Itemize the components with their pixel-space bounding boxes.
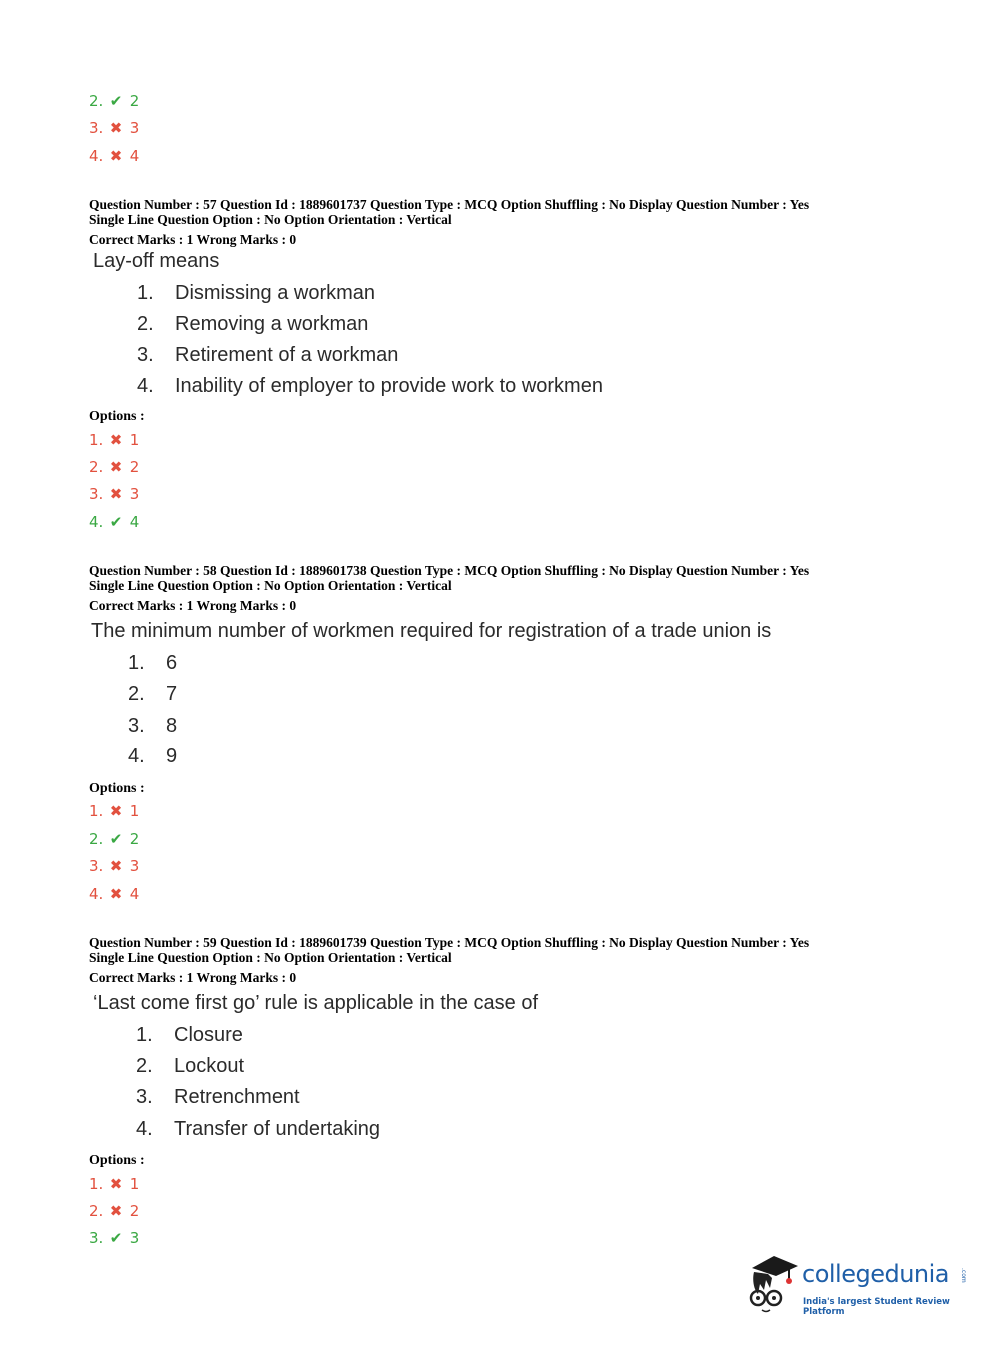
question-meta: Question Number : 59 Question Id : 1889601739 Question Type : MCQ Option Shuffling : No Display Question Number : Yes <box>89 935 810 950</box>
option-row <box>89 1200 139 1222</box>
choice-item <box>137 280 375 306</box>
option-value: 3 <box>129 1229 140 1247</box>
choice-item <box>137 342 398 368</box>
option-number: 3. <box>89 485 104 503</box>
cross-icon: ✖ <box>109 485 123 503</box>
option-number: 4. <box>89 513 104 531</box>
choice-item <box>137 373 603 399</box>
cross-icon: ✖ <box>109 431 123 449</box>
option-row <box>89 800 139 822</box>
option-row <box>89 429 139 451</box>
choice-text: Transfer of undertaking <box>174 1118 381 1140</box>
option-number: 3. <box>89 857 104 875</box>
cross-icon: ✖ <box>109 147 123 165</box>
choice-item <box>128 713 177 739</box>
option-number: 4. <box>89 147 104 165</box>
option-number: 2. <box>89 92 104 110</box>
option-value: 2 <box>129 458 140 476</box>
option-row <box>89 883 139 905</box>
choice-number: 2. <box>128 683 145 705</box>
question-marks: Correct Marks : 1 Wrong Marks : 0 <box>89 970 297 985</box>
question-meta: Single Line Question Option : No Option Orientation : Vertical <box>89 212 452 227</box>
option-number: 3. <box>89 119 104 137</box>
option-value: 1 <box>129 1175 140 1193</box>
option-number: 1. <box>89 431 104 449</box>
question-meta: Single Line Question Option : No Option Orientation : Vertical <box>89 950 452 965</box>
choice-text: Lockout <box>174 1055 245 1077</box>
choice-number: 2. <box>137 313 154 335</box>
choice-number: 1. <box>128 652 145 674</box>
option-value: 3 <box>129 119 140 137</box>
check-icon: ✔ <box>109 92 123 110</box>
question-meta: Single Line Question Option : No Option Orientation : Vertical <box>89 578 452 593</box>
choice-number: 2. <box>136 1055 153 1077</box>
question-marks: Correct Marks : 1 Wrong Marks : 0 <box>89 598 297 613</box>
options-label: Options : <box>89 781 145 796</box>
choice-item <box>137 311 368 337</box>
choice-number: 1. <box>137 282 154 304</box>
choice-number: 4. <box>137 375 154 397</box>
option-row <box>89 90 139 112</box>
choice-text: Retrenchment <box>174 1086 300 1108</box>
cross-icon: ✖ <box>109 885 123 903</box>
question-text: ‘Last come first go’ rule is applicable in the case of <box>93 992 539 1014</box>
choice-item <box>136 1084 300 1110</box>
option-row <box>89 483 139 505</box>
option-number: 2. <box>89 830 104 848</box>
choice-number: 3. <box>137 344 154 366</box>
choice-item <box>136 1116 380 1142</box>
choice-text: Closure <box>174 1024 243 1046</box>
choice-text: Dismissing a workman <box>175 282 376 304</box>
cross-icon: ✖ <box>109 458 123 476</box>
choice-text: Retirement of a workman <box>175 344 399 366</box>
option-value: 3 <box>129 857 140 875</box>
brand-name: collegedunia <box>802 1260 950 1288</box>
question-text: Lay-off means <box>93 250 220 272</box>
brand-suffix: .com <box>960 1268 967 1283</box>
option-number: 2. <box>89 458 104 476</box>
cross-icon: ✖ <box>109 1202 123 1220</box>
choice-number: 4. <box>128 745 145 767</box>
option-row <box>89 117 139 139</box>
option-number: 2. <box>89 1202 104 1220</box>
collegedunia-logo[interactable] <box>744 1250 974 1320</box>
cross-icon: ✖ <box>109 857 123 875</box>
option-number: 3. <box>89 1229 104 1247</box>
option-row <box>89 1227 139 1249</box>
choice-item <box>128 650 177 676</box>
question-meta: Question Number : 58 Question Id : 1889601738 Question Type : MCQ Option Shuffling : No Display Question Number : Yes <box>89 563 810 578</box>
option-row <box>89 828 139 850</box>
check-icon: ✔ <box>109 830 123 848</box>
choice-item <box>136 1053 244 1079</box>
option-row <box>89 145 139 167</box>
question-text: The minimum number of workmen required for registration of a trade union is <box>91 620 772 642</box>
brand-tagline: India's largest Student Review Platform <box>803 1297 950 1317</box>
option-value: 4 <box>129 885 140 903</box>
choice-number: 1. <box>136 1024 153 1046</box>
option-value: 1 <box>129 802 140 820</box>
check-icon: ✔ <box>109 513 123 531</box>
option-number: 1. <box>89 1175 104 1193</box>
cross-icon: ✖ <box>109 1175 123 1193</box>
mascot-icon <box>744 1250 802 1316</box>
option-value: 4 <box>129 147 140 165</box>
choice-text: Inability of employer to provide work to workmen <box>175 375 603 397</box>
choice-item <box>128 743 177 769</box>
choice-text: 9 <box>166 745 178 767</box>
question-meta: Question Number : 57 Question Id : 1889601737 Question Type : MCQ Option Shuffling : No Display Question Number : Yes <box>89 197 810 212</box>
choice-number: 3. <box>128 715 145 737</box>
choice-text: 8 <box>166 715 178 737</box>
cross-icon: ✖ <box>109 119 123 137</box>
option-row <box>89 511 139 533</box>
question-marks: Correct Marks : 1 Wrong Marks : 0 <box>89 232 297 247</box>
option-value: 2 <box>129 1202 140 1220</box>
options-label: Options : <box>89 409 145 424</box>
option-value: 1 <box>129 431 140 449</box>
option-row <box>89 456 139 478</box>
choice-number: 3. <box>136 1086 153 1108</box>
cross-icon: ✖ <box>109 802 123 820</box>
choice-text: 6 <box>166 652 178 674</box>
option-value: 4 <box>129 513 140 531</box>
option-row <box>89 855 139 877</box>
option-value: 2 <box>129 830 140 848</box>
choice-number: 4. <box>136 1118 153 1140</box>
check-icon: ✔ <box>109 1229 123 1247</box>
option-number: 1. <box>89 802 104 820</box>
option-row <box>89 1173 139 1195</box>
option-value: 3 <box>129 485 140 503</box>
options-label: Options : <box>89 1153 145 1168</box>
option-number: 4. <box>89 885 104 903</box>
choice-text: Removing a workman <box>175 313 369 335</box>
choice-item <box>128 681 177 707</box>
option-value: 2 <box>129 92 140 110</box>
choice-item <box>136 1022 243 1048</box>
choice-text: 7 <box>166 683 178 705</box>
